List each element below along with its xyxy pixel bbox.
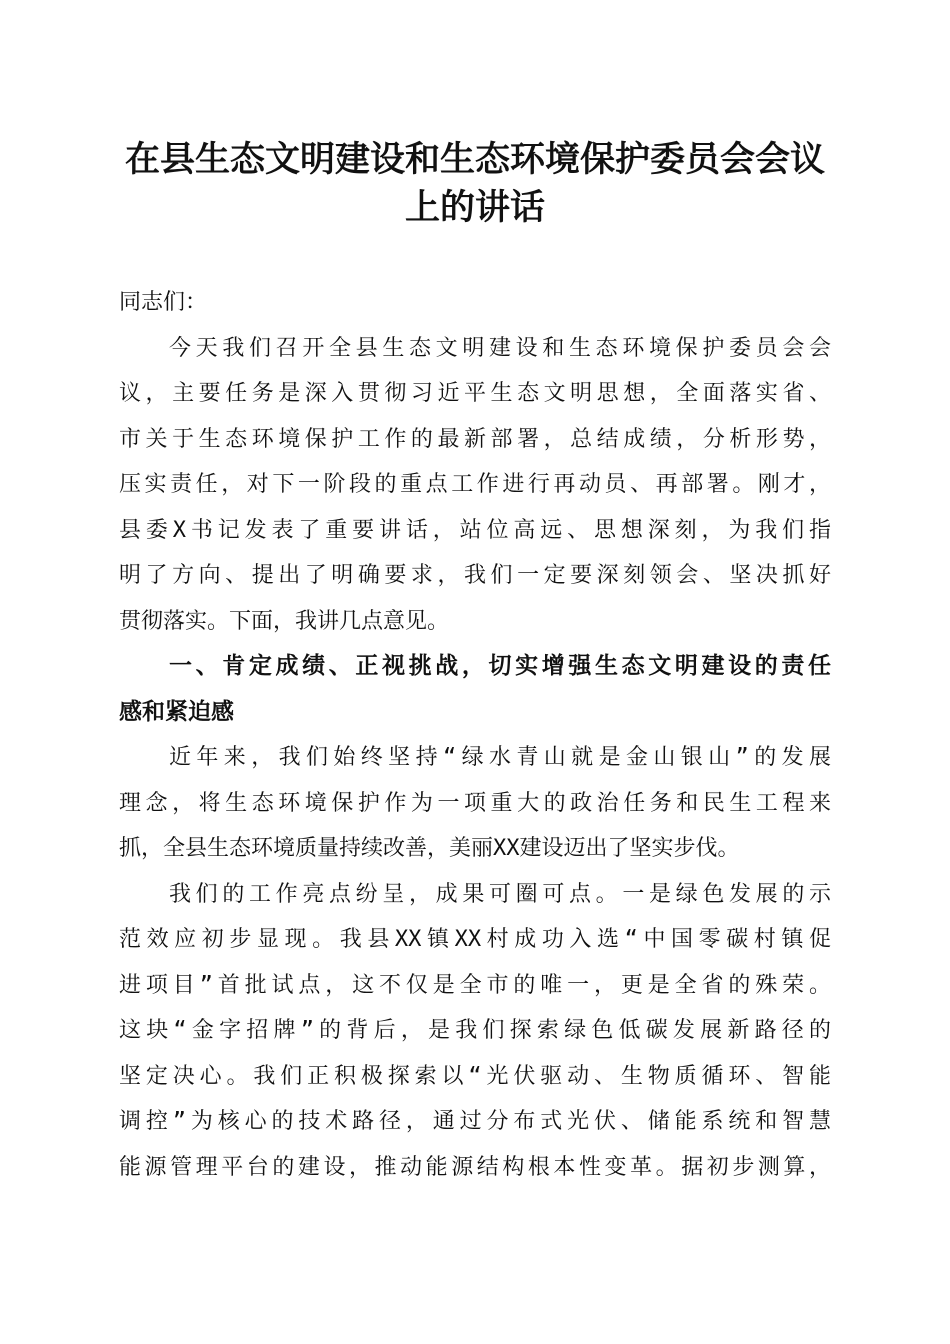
paragraph-line: 这块“金字招牌”的背后，是我们探索绿色低碳发展新路径的: [119, 1018, 831, 1043]
paragraph-line: 调控”为核心的技术路径，通过分布式光伏、储能系统和智慧: [119, 1109, 831, 1134]
paragraph-line: 范效应初步显现。我县XX镇XX村成功入选“中国零碳村镇促: [119, 927, 831, 952]
title-line: 在县生态文明建设和生态环境保护委员会会议: [124, 139, 825, 180]
paragraph-line: 今天我们召开全县生态文明建设和生态环境保护委员会会: [169, 335, 831, 361]
section-heading-line: 一、肯定成绩、正视挑战，切实增强生态文明建设的责任: [169, 653, 831, 679]
paragraph-line: 明了方向、提出了明确要求，我们一定要深刻领会、坚决抓好: [119, 563, 831, 588]
paragraph-line: 坚定决心。我们正积极探索以“光伏驱动、生物质循环、智能: [119, 1063, 831, 1089]
title-line: 上的讲话: [404, 187, 545, 228]
paragraph-line: 近年来，我们始终坚持“绿水青山就是金山银山”的发展: [169, 745, 831, 770]
document-title: [100, 136, 850, 232]
salutation: 同志们：: [119, 290, 208, 315]
paragraph-line: 压实责任，对下一阶段的重点工作进行再动员、再部署。刚才，: [119, 472, 831, 497]
paragraph-line: 我们的工作亮点纷呈，成果可圈可点。一是绿色发展的示: [169, 881, 831, 907]
paragraph-line: 抓，全县生态环境质量持续改善，美丽XX建设迈出了坚实步伐。: [119, 836, 740, 861]
paragraph-line: 理念，将生态环境保护作为一项重大的政治任务和民生工程来: [119, 790, 831, 816]
paragraph-line: 议，主要任务是深入贯彻习近平生态文明思想，全面落实省、: [119, 381, 831, 406]
section-heading-line: 感和紧迫感: [119, 698, 234, 725]
paragraph-line: 贯彻落实。下面，我讲几点意见。: [119, 608, 450, 634]
paragraph-line: 市关于生态环境保护工作的最新部署，总结成绩，分析形势，: [119, 426, 831, 452]
paragraph-line: 进项目”首批试点，这不仅是全市的唯一，更是全省的殊荣。: [119, 972, 831, 998]
paragraph-line: 县委X书记发表了重要讲话，站位高远、思想深刻，为我们指: [119, 517, 831, 543]
paragraph-line: 能源管理平台的建设，推动能源结构根本性变革。据初步测算，: [119, 1154, 831, 1180]
document-body: [119, 280, 831, 1190]
